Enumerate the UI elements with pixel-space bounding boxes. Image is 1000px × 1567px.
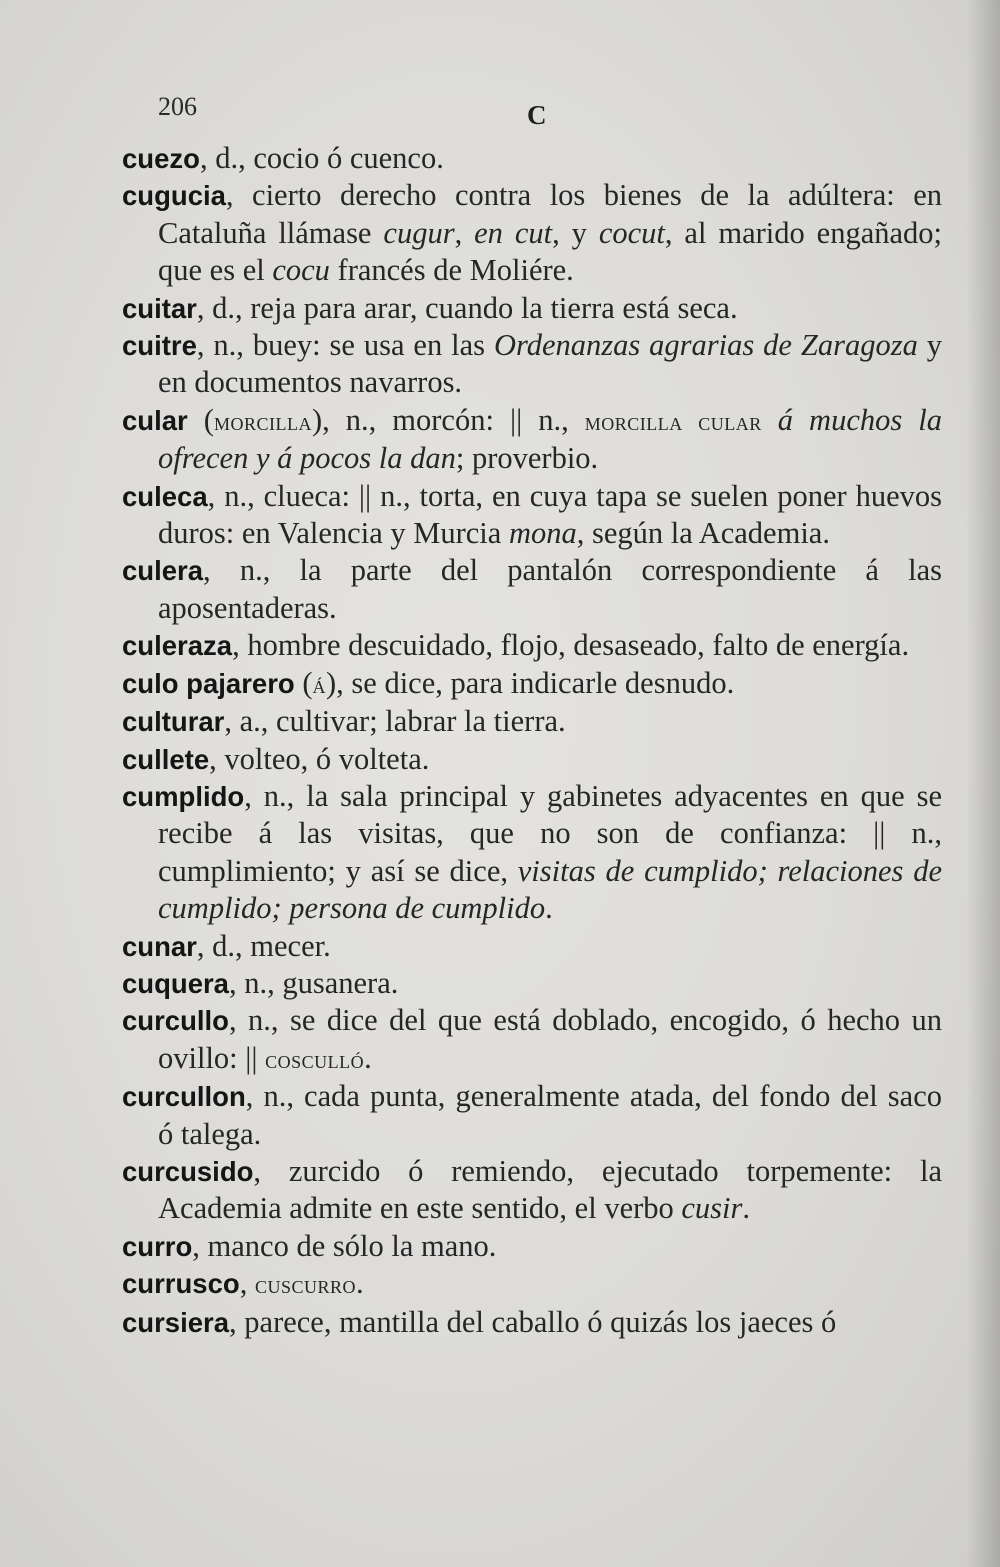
definition-text: , cierto derecho contra los bienes de la adúltera: en Cataluña llámase (158, 178, 942, 250)
entry-cugucia (122, 177, 942, 289)
headword: cuquera (122, 967, 229, 999)
cross-reference: á (312, 669, 326, 699)
entry-curcullo (122, 1002, 942, 1078)
definition-text: , n., la sala principal y gabinetes adyacentes en que se recibe á las visitas, que no son de confianza: || n., cumplimiento; y así se dice, (158, 778, 942, 888)
definition-text: ), se dice, para indicarle desnudo. (326, 665, 735, 700)
definition-text: , zurcido ó remiendo, ejecutado torpemente: la Academia admite en este sentido, el verbo (158, 1153, 942, 1226)
headword: curcullo (122, 1005, 229, 1037)
headword: cunar (122, 930, 197, 962)
section-letter: C (527, 100, 547, 130)
definition-text: . (545, 891, 553, 926)
entry-cunar (122, 928, 942, 965)
headword: cugucia (122, 180, 226, 212)
headword: cuitar (122, 292, 197, 324)
italic-term: visitas de cumplido; relaciones de cumplido; persona de cumplido (158, 853, 942, 926)
entry-cumplido (122, 778, 942, 928)
definition-text: , n., se dice del que está doblado, encogido, ó hecho un ovillo: || (158, 1003, 942, 1075)
definition-text: , n., la parte del pantalón correspondiente á las aposentaderas. (158, 553, 942, 625)
definition-text: francés de Moliére. (329, 253, 574, 288)
entry-culeca (122, 478, 942, 553)
headword: culeca (122, 480, 208, 512)
definition-text: ( (294, 665, 313, 700)
italic-term: cocu (272, 253, 330, 288)
cross-reference: morcilla cular (584, 406, 762, 436)
entry-curcullon (122, 1078, 942, 1153)
italic-term: cugur (383, 215, 455, 250)
entry-cuitre (122, 327, 942, 402)
definition-text: , d., reja para arar, cuando la tierra está seca. (196, 290, 738, 325)
headword: cursiera (122, 1306, 230, 1338)
definition-text: , al marido engañado; que es el (158, 215, 942, 288)
italic-proverb: á muchos la ofrecen y á pocos la dan (158, 402, 942, 476)
italic-term: cusir (681, 1191, 743, 1226)
entry-cuitar (122, 290, 942, 327)
definition-text: , (239, 1266, 255, 1301)
headword: cular (122, 404, 188, 436)
definition-text: , según la Academia. (576, 516, 830, 551)
cross-reference: morcilla (213, 406, 312, 436)
cross-reference: cosculló (265, 1044, 365, 1074)
entry-cuquera (122, 965, 942, 1002)
definition-text: , d., cocio ó cuenco. (199, 141, 444, 175)
definition-text: , a., cultivar; labrar la tierra. (224, 704, 566, 739)
entry-cullete (122, 741, 942, 778)
entry-curro (122, 1228, 942, 1265)
definition-text: . (355, 1266, 364, 1301)
headword: cullete (122, 743, 210, 775)
definition-text: , hombre descuidado, flojo, desaseado, falto de energía. (232, 628, 910, 663)
italic-term: cocut (598, 215, 665, 250)
entry-culeraza (122, 627, 942, 664)
definition-text: . (742, 1191, 751, 1226)
entry-list (122, 140, 942, 1341)
definition-text: , y (552, 215, 599, 250)
definition-text: , d., mecer. (196, 928, 331, 963)
page-number: 206 (158, 92, 197, 121)
entry-curcusido (122, 1153, 942, 1228)
headword: cumplido (122, 780, 245, 812)
headword: curcusido (122, 1155, 254, 1187)
entry-culera (122, 552, 942, 627)
definition-text: ; proverbio. (455, 441, 599, 476)
headword: currusco (122, 1268, 240, 1300)
headword: curro (122, 1230, 193, 1262)
headword: culo pajarero (122, 667, 295, 699)
definition-text: ( (187, 402, 214, 437)
italic-term: en cut (474, 215, 553, 250)
italic-term: Ordenanzas agrarias de Zaragoza (493, 328, 918, 363)
headword: curcullon (122, 1081, 246, 1113)
entry-culo-pajarero (122, 665, 942, 703)
definition-text: , (454, 215, 475, 250)
definition-text: , n., cada punta, generalmente atada, del fondo del saco ó talega. (158, 1079, 942, 1151)
definition-text: , parece, mantilla del caballo ó quizás los jaeces ó (229, 1304, 837, 1339)
page-edge-shadow (966, 0, 1000, 1567)
italic-term: mona (508, 516, 577, 551)
cross-reference: cuscurro (254, 1270, 356, 1300)
definition-text: . (364, 1040, 372, 1075)
definition-text: , n., clueca: || n., torta, en cuya tapa se suelen poner huevos duros: en Valencia y Murcia (158, 478, 942, 551)
definition-text: , manco de sólo la mano. (192, 1228, 497, 1263)
definition-text: , n., gusanera. (228, 965, 399, 1000)
definition-text: , volteo, ó volteta. (209, 741, 430, 776)
headword: culera (122, 555, 204, 587)
definition-text: y en documentos navarros. (158, 328, 942, 400)
entry-currusco (122, 1265, 942, 1303)
headword: culeraza (122, 630, 233, 662)
entry-cuezo (122, 140, 942, 177)
headword: cuitre (122, 330, 197, 362)
definition-text (762, 403, 778, 437)
definition-text: ), n., morcón: || n., (311, 402, 585, 437)
definition-text: , n., buey: se usa en las (196, 328, 494, 363)
entry-cursiera (122, 1304, 942, 1341)
entry-culturar (122, 703, 942, 740)
entry-cular (122, 402, 942, 478)
headword: cuezo (122, 143, 200, 174)
headword: culturar (122, 706, 225, 738)
